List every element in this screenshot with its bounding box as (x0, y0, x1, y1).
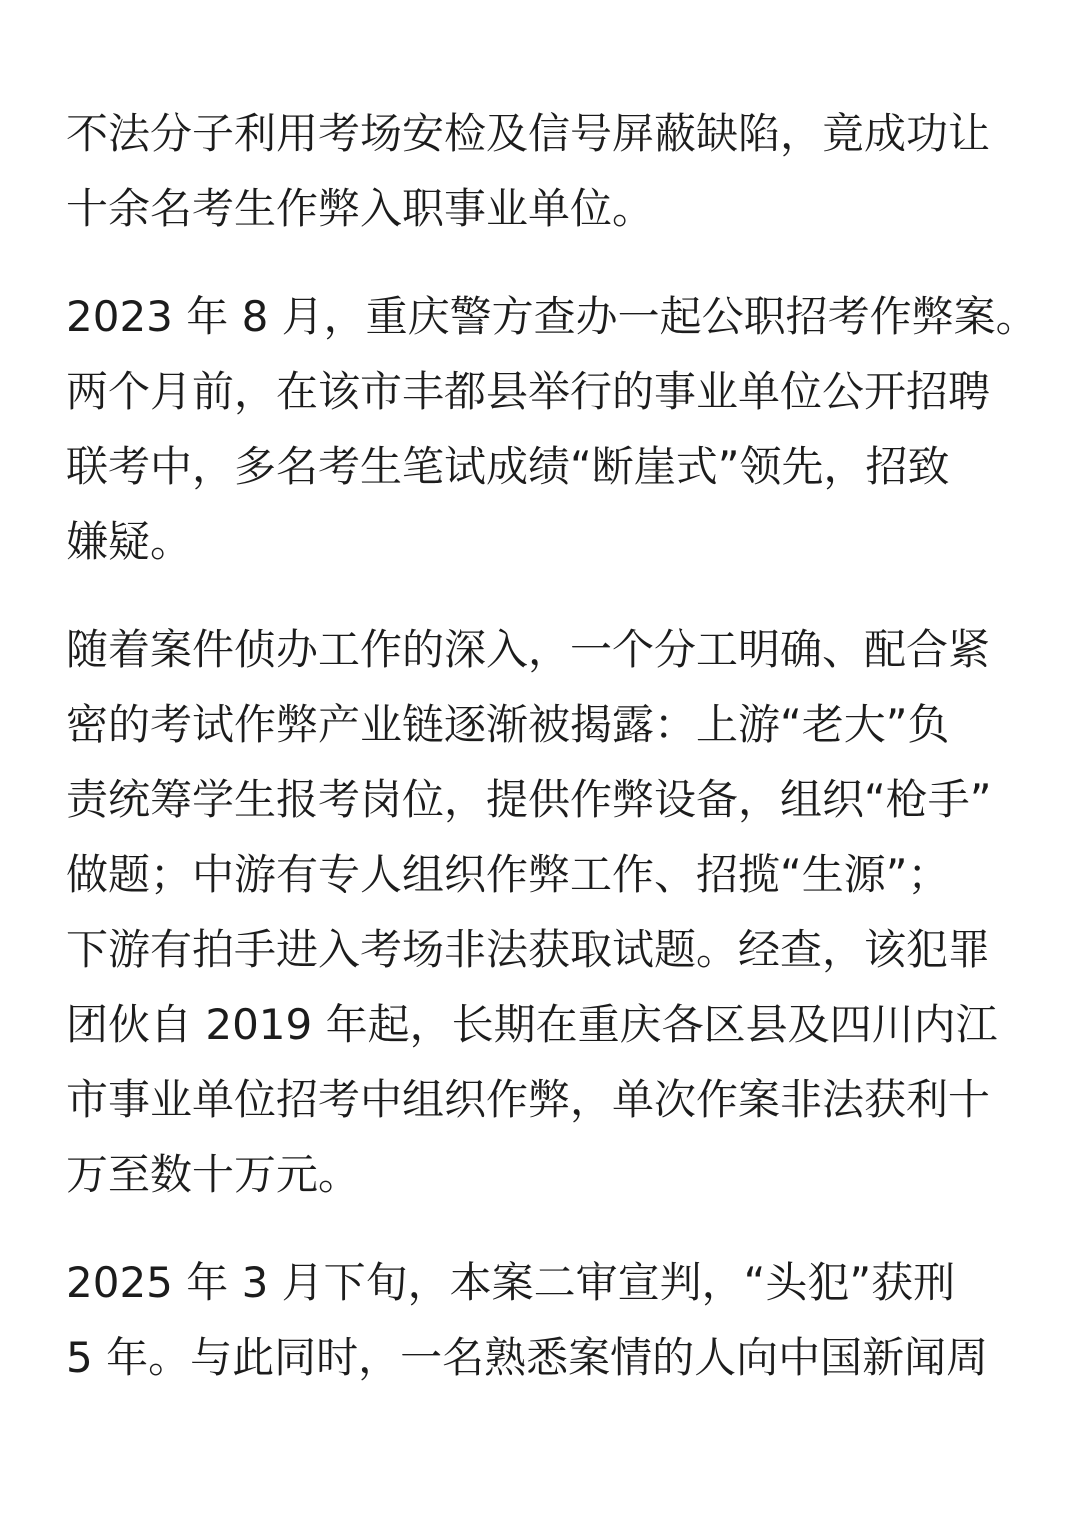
text-line: 随着案件侦办工作的深入，一个分工明确、配合紧 (66, 625, 991, 674)
text-line: 2023 年 8 月，重庆警方查办一起公职招考作弊案。 (66, 292, 1038, 341)
text-line: 联考中，多名考生笔试成绩“断崖式”领先，招致 (66, 442, 950, 491)
text-line: 十余名考生作弊入职事业单位。 (66, 184, 655, 233)
text-line: 市事业单位招考中组织作弊，单次作案非法获利十 (66, 1075, 991, 1124)
text-line: 责统筹学生报考岗位，提供作弊设备，组织“枪手” (66, 775, 992, 824)
text-line: 2025 年 3 月下旬，本案二审宣判，“头犯”获刑 (66, 1258, 956, 1307)
article-body (66, 96, 1038, 1428)
paragraph (66, 1245, 1016, 1395)
text-line: 做题；中游有专人组织作弊工作、招揽“生源”； (66, 850, 950, 899)
text-line: 团伙自 2019 年起，长期在重庆各区县及四川内江 (66, 1000, 998, 1049)
text-line: 嫌疑。 (66, 517, 193, 566)
text-line: 5 年。与此同时，一名熟悉案情的人向中国新闻周 (66, 1333, 989, 1382)
paragraph (66, 612, 1016, 1212)
text-line: 两个月前，在该市丰都县举行的事业单位公开招聘 (66, 367, 991, 416)
paragraph (66, 96, 1016, 246)
text-line: 密的考试作弊产业链逐渐被揭露：上游“老大”负 (66, 700, 950, 749)
paragraph (66, 279, 1038, 579)
text-line: 不法分子利用考场安检及信号屏蔽缺陷，竟成功让 (66, 109, 991, 158)
text-line: 万至数十万元。 (66, 1150, 361, 1199)
text-line: 下游有拍手进入考场非法获取试题。经查，该犯罪 (66, 925, 991, 974)
